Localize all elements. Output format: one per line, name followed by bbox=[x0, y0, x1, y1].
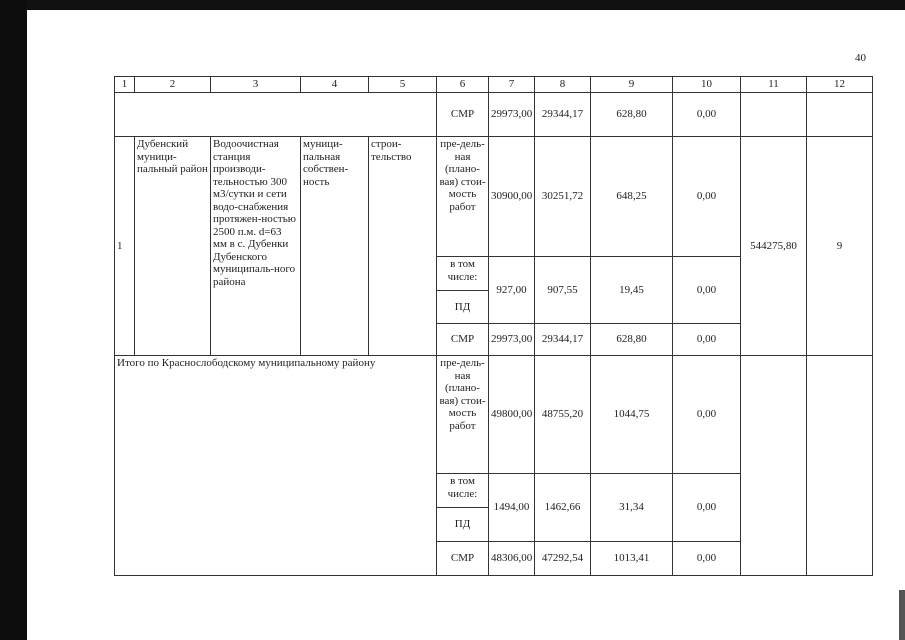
total-title: Итого по Краснослободскому муниципальному району bbox=[115, 356, 437, 576]
scan-edge-left bbox=[0, 0, 27, 640]
cost-type-label: СМР bbox=[437, 542, 489, 576]
cost-type-label: в том числе: bbox=[437, 474, 489, 508]
work-type-cell: строи-тельство bbox=[369, 137, 437, 356]
cost-type-label: пре-дель-ная (плано-вая) стои-мость работ bbox=[437, 356, 489, 474]
cell-col8: 29344,17 bbox=[535, 324, 591, 356]
cost-type-label: ПД bbox=[437, 508, 489, 542]
cell-col8: 30251,72 bbox=[535, 137, 591, 257]
col-header: 6 bbox=[437, 77, 489, 93]
col-header: 10 bbox=[673, 77, 741, 93]
cost-type-label: СМР bbox=[437, 93, 489, 137]
cell-col7: 49800,00 bbox=[489, 356, 535, 474]
cell-col10: 0,00 bbox=[673, 324, 741, 356]
empty-cell bbox=[807, 93, 873, 137]
object-cell: Водоочистная станция производи-тельностью 300 м3/сутки и сети водо-снабжения протяжен-ностью 2500 п.м. d=63 мм в с. Дубенки Дубенского муниципаль-ного района bbox=[211, 137, 301, 356]
cell-col9: 1013,41 bbox=[591, 542, 673, 576]
col-header: 3 bbox=[211, 77, 301, 93]
table-row bbox=[115, 356, 873, 474]
cell-col10: 0,00 bbox=[673, 474, 741, 542]
ownership-cell: муници-пальная собствен-ность bbox=[301, 137, 369, 356]
cell-col8: 29344,17 bbox=[535, 93, 591, 137]
cell-col8: 47292,54 bbox=[535, 542, 591, 576]
col-header: 2 bbox=[135, 77, 211, 93]
cell-col7: 48306,00 bbox=[489, 542, 535, 576]
cell-col10: 0,00 bbox=[673, 542, 741, 576]
cell-col10: 0,00 bbox=[673, 93, 741, 137]
cell-col8: 1462,66 bbox=[535, 474, 591, 542]
cell-col7: 1494,00 bbox=[489, 474, 535, 542]
cell-col9: 19,45 bbox=[591, 257, 673, 324]
scan-edge-top bbox=[27, 0, 905, 10]
scan-edge-right bbox=[899, 590, 905, 640]
empty-cell bbox=[741, 93, 807, 137]
col-header: 7 bbox=[489, 77, 535, 93]
header-row bbox=[115, 77, 873, 93]
cell-col11: 544275,80 bbox=[741, 137, 807, 356]
page-number: 40 bbox=[855, 52, 866, 64]
table-row bbox=[115, 93, 873, 137]
empty-cell bbox=[115, 93, 437, 137]
table-row bbox=[115, 137, 873, 257]
cell-col10: 0,00 bbox=[673, 137, 741, 257]
cell-col7: 30900,00 bbox=[489, 137, 535, 257]
cost-type-label: в том числе: bbox=[437, 257, 489, 291]
cell-col8: 907,55 bbox=[535, 257, 591, 324]
empty-cell bbox=[807, 356, 873, 576]
cell-col7: 927,00 bbox=[489, 257, 535, 324]
col-header: 4 bbox=[301, 77, 369, 93]
cell-col10: 0,00 bbox=[673, 257, 741, 324]
cell-col9: 648,25 bbox=[591, 137, 673, 257]
cost-type-label: СМР bbox=[437, 324, 489, 356]
district-cell: Дубенский муници-пальный район bbox=[135, 137, 211, 356]
budget-table bbox=[114, 76, 872, 576]
cell-col7: 29973,00 bbox=[489, 324, 535, 356]
cell-col10: 0,00 bbox=[673, 356, 741, 474]
cell-col12: 9 bbox=[807, 137, 873, 356]
cell-col9: 1044,75 bbox=[591, 356, 673, 474]
col-header: 12 bbox=[807, 77, 873, 93]
cell-col7: 29973,00 bbox=[489, 93, 535, 137]
empty-cell bbox=[741, 356, 807, 576]
col-header: 1 bbox=[115, 77, 135, 93]
cost-type-label: пре-дель-ная (плано-вая) стои-мость работ bbox=[437, 137, 489, 257]
cell-col9: 628,80 bbox=[591, 324, 673, 356]
cell-col8: 48755,20 bbox=[535, 356, 591, 474]
cell-col9: 31,34 bbox=[591, 474, 673, 542]
row-number: 1 bbox=[115, 137, 135, 356]
col-header: 8 bbox=[535, 77, 591, 93]
cost-type-label: ПД bbox=[437, 291, 489, 324]
col-header: 9 bbox=[591, 77, 673, 93]
col-header: 5 bbox=[369, 77, 437, 93]
col-header: 11 bbox=[741, 77, 807, 93]
cell-col9: 628,80 bbox=[591, 93, 673, 137]
